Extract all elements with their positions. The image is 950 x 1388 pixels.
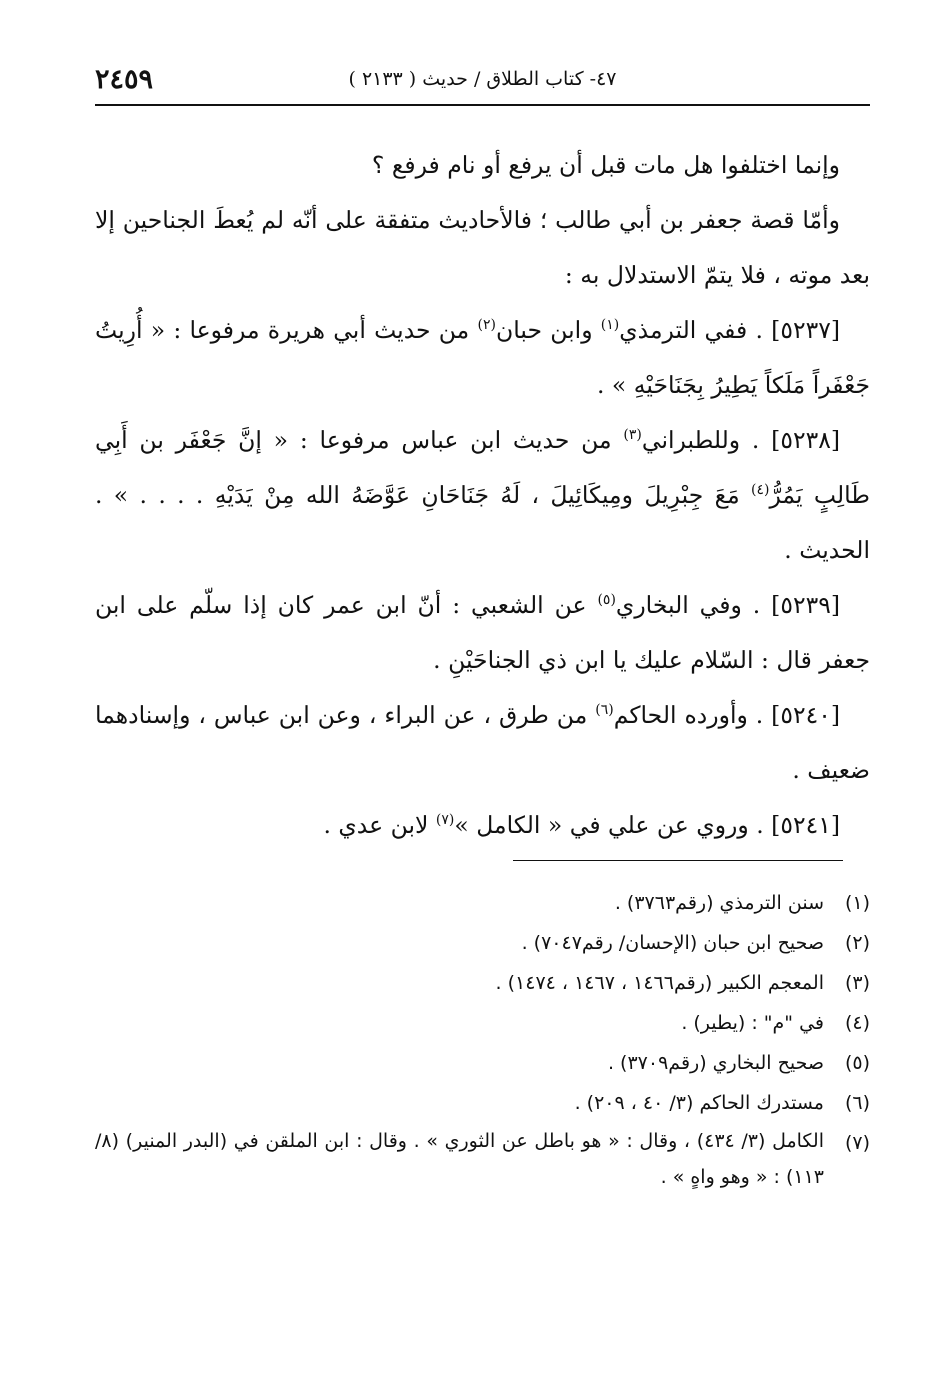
hadith-5238-part-c: مَعَ جِبْرِيلَ ومِيكَائِيلَ ، لَهُ جَنَاحَانِ عَوَّضَهُ الله مِنْ يَدَيْهِ . . . . » . الحديث . (95, 481, 870, 564)
hadith-5240-part-a: [٥٢٤٠] . وأورده الحاكم (613, 701, 840, 729)
running-title: ٤٧- كتاب الطلاق / حديث ( ٢١٣٣ ) (348, 68, 617, 90)
hadith-5240-part-b: من طرق ، عن البراء ، وعن ابن عباس ، وإسنادهما ضعيف . (95, 701, 870, 784)
hadith-5241-part-b: لابن عدي . (323, 811, 436, 839)
footnote (95, 963, 870, 1003)
paragraph-2: وأمّا قصة جعفر بن أبي طالب ؛ فالأحاديث متفقة على أنّه لم يُعطَ الجناحين إلا بعد موته ، فلا يتمّ الاستدلال به : (95, 206, 870, 289)
footnote (95, 923, 870, 963)
footnote-ref-7: (٧) (435, 812, 455, 829)
footnote-divider (513, 860, 843, 861)
hadith-5237-part-b: وابن حبان (495, 316, 601, 344)
footnote-ref-4: (٤) (751, 482, 770, 499)
footnote-marker: (٣) (844, 972, 870, 994)
footnote-marker: (٢) (844, 932, 870, 954)
hadith-5238-part-a: [٥٢٣٨] . وللطبراني (641, 426, 840, 454)
hadith-5238-part-b: من حديث ابن عباس مرفوعا : « إنَّ جَعْفَر بن أَبِي طَالِبٍ يَمُرُّ (95, 426, 870, 509)
footnote-marker: (٤) (844, 1012, 870, 1034)
footnote-ref-1: (١) (600, 317, 620, 334)
footnote (95, 1123, 870, 1195)
footnote (95, 1003, 870, 1043)
footnote (95, 1043, 870, 1083)
hadith-5239-part-a: [٥٢٣٩] . وفي البخاري (615, 591, 840, 619)
footnote-ref-6: (٦) (595, 702, 614, 719)
footnote-text: في "م" : (يطير) . (681, 1012, 824, 1034)
footnote-marker: (٥) (844, 1052, 870, 1074)
footnote-text: المعجم الكبير (رقم١٤٦٦ ، ١٤٦٧ ، ١٤٧٤) . (495, 972, 824, 994)
page-number: ٢٤٥٩ (95, 64, 154, 95)
hadith-5241-part-a: [٥٢٤١] . وروي عن علي في « الكامل » (454, 811, 840, 839)
footnote-ref-3: (٣) (623, 427, 642, 444)
hadith-5238 (95, 413, 870, 578)
footnote-text: صحيح البخاري (رقم٣٧٠٩) . (607, 1052, 824, 1074)
hadith-5241 (95, 798, 870, 853)
footnote-text: مستدرك الحاكم (٣/ ٤٠ ، ٢٠٩) . (574, 1092, 824, 1114)
footnote (95, 883, 870, 923)
page-header (95, 64, 870, 106)
hadith-5237 (95, 303, 870, 413)
paragraph-1: وإنما اختلفوا هل مات قبل أن يرفع أو نام فرفع ؟ (371, 151, 840, 179)
footnote-ref-2: (٢) (477, 317, 496, 334)
footnote-ref-5: (٥) (597, 592, 616, 609)
footnote-text: الكامل (٣/ ٤٣٤) ، وقال : « هو باطل عن الثوري » . وقال : ابن الملقن في (البدر المنير) (٨/ ١١٣) : « وهو واهٍ » . (95, 1130, 824, 1188)
hadith-5237-part-a: [٥٢٣٧] . ففي الترمذي (619, 316, 840, 344)
footnote-marker: (٦) (844, 1092, 870, 1114)
hadith-5239 (95, 578, 870, 688)
footnote-text: صحيح ابن حبان (الإحسان/ رقم٧٠٤٧) . (521, 932, 824, 954)
main-text (95, 138, 870, 853)
footnote-marker: (١) (844, 892, 870, 914)
hadith-5240 (95, 688, 870, 798)
footnote-marker: (٧) (844, 1132, 870, 1154)
hadith-5239-part-b: عن الشعبي : أنّ ابن عمر كان إذا سلّم على ابن جعفر قال : السّلام عليك يا ابن ذي الجناحَيْنِ . (95, 591, 870, 674)
footnote-text: سنن الترمذي (رقم٣٧٦٣) . (614, 892, 824, 914)
footnotes (95, 883, 870, 1195)
hadith-5237-part-c: من حديث أبي هريرة مرفوعا : « أُرِيتُ جَعْفَراً مَلَكاً يَطِيرُ بِجَنَاحَيْهِ » . (95, 316, 870, 399)
footnote (95, 1083, 870, 1123)
